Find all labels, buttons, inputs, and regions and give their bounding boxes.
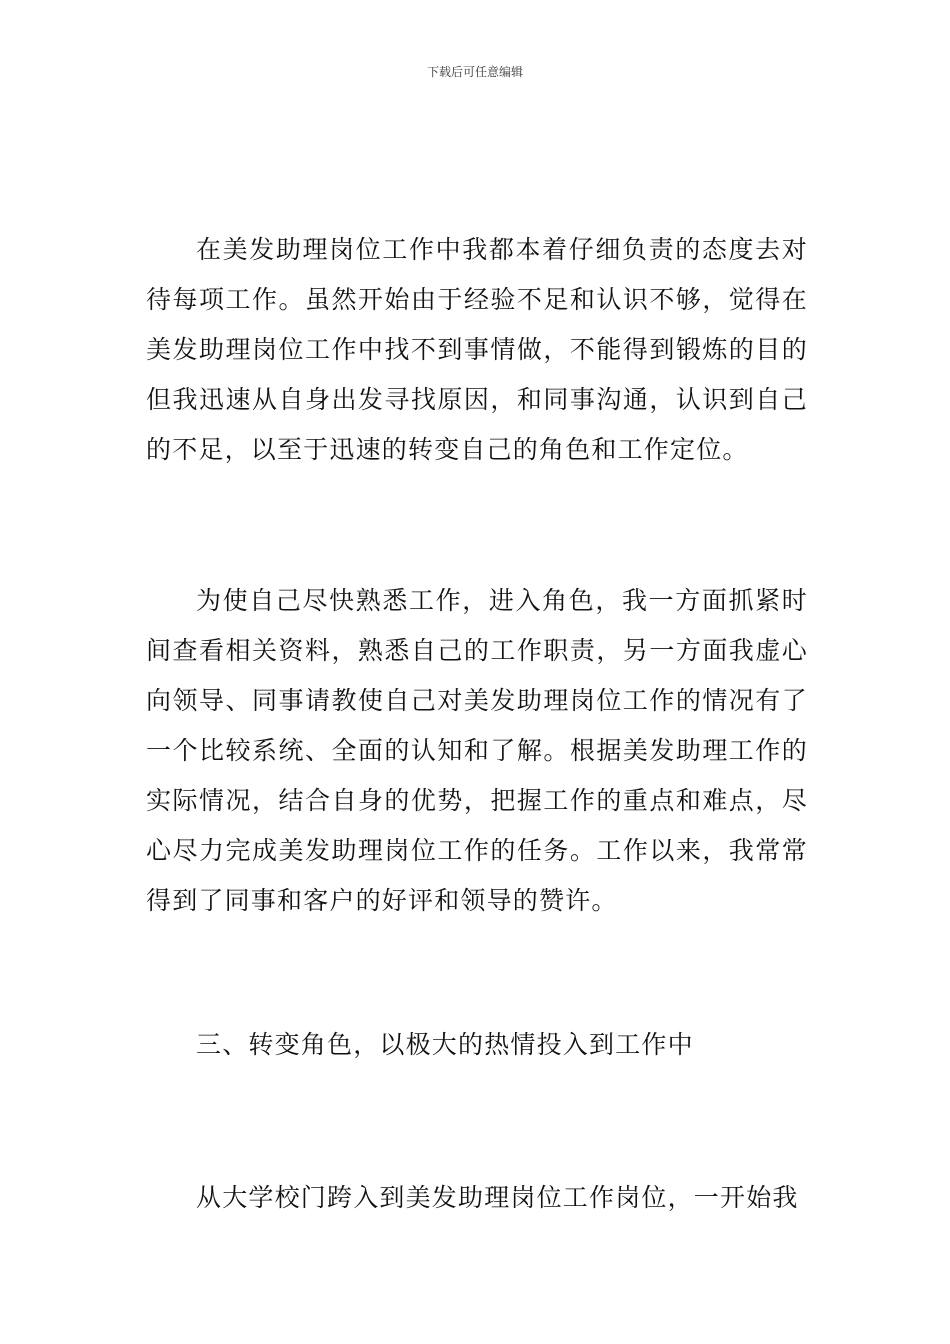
body-paragraph: 从大学校门跨入到美发助理岗位工作岗位，一开始我 bbox=[196, 1183, 799, 1212]
body-paragraph: 为使自己尽快熟悉工作，进入角色，我一方面抓紧时间查看相关资料，熟悉自己的工作职责，另一方面我虚心向领导、同事请教使自己对美发助理岗位工作的情况有了一个比较系统、全面的认知和了解。根据美发助理工作的实际情况，结合自身的优势，把握工作的重点和难点，尽心尽力完成美发助理岗位工作的任务。工作以来，我常常得到了同事和客户的好评和领导的赞许。 bbox=[146, 586, 808, 915]
body-paragraph: 在美发助理岗位工作中我都本着仔细负责的态度去对待每项工作。虽然开始由于经验不足和认识不够，觉得在美发助理岗位工作中找不到事情做，不能得到锻炼的目的但我迅速从自身出发寻找原因，和同事沟通，认识到自己的不足，以至于迅速的转变自己的角色和工作定位。 bbox=[146, 235, 808, 464]
section-heading: 三、转变角色，以极大的热情投入到工作中 bbox=[196, 1030, 694, 1059]
page-header: 下载后可任意编辑 bbox=[426, 65, 523, 79]
